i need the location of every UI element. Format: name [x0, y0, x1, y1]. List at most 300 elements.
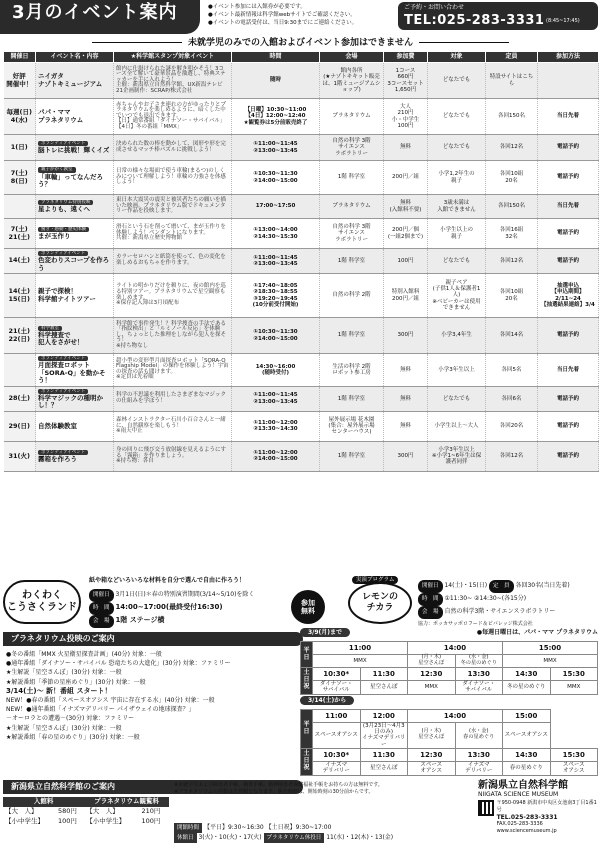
program-item: NEW！●春の番組「スペースオアシス 宇宙に存在する水」(40分) 対象：一般 [6, 697, 215, 705]
show-title: (3月23日～4月3日のみ) イナズマデリバリー [361, 722, 406, 748]
event-fee: 無料 [384, 386, 428, 411]
event-target: 親子ペア (子供1人＆保護者1人) ※ベビーカーは使用できません [428, 274, 486, 318]
show-title: ダイナソー・ サバイバル [313, 681, 361, 695]
event-place: 1階 科学室 [320, 318, 384, 354]
date-label: 開催日 [418, 580, 443, 593]
event-description: 赤ちゃんやお子さま連れの方がゆったりとプラネタリウムを楽しめるように、暗くした中でいつでも退出できます。 【日】通常番組「ダイナソー・サバイバル」 【4日】冬の番組「MMX」 [114, 99, 232, 135]
column-header: 対象 [428, 52, 486, 63]
event-tag: 親子かがく教室 [38, 167, 76, 172]
contact-box [398, 2, 598, 30]
crafting-date: 3月1日(日)＊春の特別演習期間(3/14~5/10)を除く [115, 591, 255, 598]
event-name: 自然体験教室 [38, 421, 77, 430]
event-name-cell [36, 249, 114, 274]
event-place: 館内各所 (★ナゾトキキット販売は、1階ミュージアムショップ) [320, 63, 384, 99]
event-tag: ボランティアイベント [38, 251, 88, 256]
event-name-cell [36, 411, 114, 441]
table-row [4, 318, 599, 354]
event-tag: 驚き・感動・歴史体験 [38, 227, 89, 232]
event-name: パパ・ママ プラネタリウム [38, 108, 84, 124]
event-fee: 特別入館料 200円／組 [384, 274, 428, 318]
crafting-details [89, 589, 254, 628]
event-name: 科学マジックの種明かし！？ [38, 393, 103, 410]
lemon-coop: 協力：ポッカサッポロフード＆ビバレッジ株式会社 [418, 621, 533, 627]
event-cap: 各回12名 [486, 441, 538, 471]
show-title: イナズマ デリバリー [313, 761, 361, 775]
column-header: ★科学館スタンプ対象イベント [114, 52, 232, 63]
event-target: 小学3年生以上 ※小学1~6年生は保護者同伴 [428, 441, 486, 471]
museum-logo-block [478, 780, 598, 835]
event-fee: 300円 [384, 318, 428, 354]
event-name: 科学捜査で 犯人をさがせ！ [38, 330, 84, 347]
event-date: 28(土) [4, 386, 36, 411]
event-description: カラーセロハンと紙筒を使って、色の変化を楽しめるおもちゃを作ります。 [114, 249, 232, 274]
event-time: ①10:30~11:30 ②14:00~15:00 [232, 318, 320, 354]
schedule-table-1 [300, 641, 598, 695]
show-time: 12:30 [408, 748, 456, 761]
event-fee: 無料 [384, 135, 428, 161]
event-cap: 各回6名 [486, 386, 538, 411]
show-title: 星空さんぽ [360, 681, 408, 695]
event-name-cell [36, 99, 114, 135]
column-header: 参加費 [384, 52, 428, 63]
events-table [3, 51, 599, 472]
event-method: 電話予約 [538, 135, 599, 161]
show-time: 11:00 [313, 709, 361, 722]
show-time: 11:30 [360, 668, 408, 681]
event-name: 月面探査ロボット 「SORA-Q」を動かそう！ [38, 361, 106, 385]
show-time: 14:00 [408, 709, 503, 722]
crafting-place: 1階 ステージ横 [115, 616, 165, 624]
fee-cell: 【大 人】 [5, 807, 38, 816]
show-time: 12:30 [408, 668, 456, 681]
table-row [4, 161, 599, 195]
event-target: 小学生以上～大人 [428, 411, 486, 441]
planetarium-schedule [300, 630, 598, 776]
program-item: ★解説番組「季節の星座めぐり」(30分) 対象：一般 [6, 678, 146, 686]
museum-url[interactable]: www.sciencemuseum.jp [496, 828, 557, 835]
event-description: 超小型の変形型月面探査ロボット「SORA-Q Flagship Model」の操作を体験しよう！宇宙の探査の話も聞けます。 ※定員は先着順 [114, 354, 232, 387]
schedule-note: ●毎週日曜日は、パパ・ママ プラネタリウム [476, 629, 598, 636]
event-name-cell [36, 135, 114, 161]
fee-cell: 580円 [58, 807, 77, 816]
museum-name-en: NIIGATA SCIENCE MUSEUM [478, 790, 559, 798]
event-time: ①11:00~11:45 ②13:00~13:45 [232, 249, 320, 274]
hours-value: 【平日】9:30~16:30 【土日祝】9:30~17:00 [203, 824, 332, 831]
program-item: ★生解説「星空さんぽ」(30分) 対象：一般 [6, 724, 122, 732]
table-row [4, 63, 599, 99]
event-name: 星よりも、遠くへ [38, 205, 90, 214]
event-date: 14(土) [4, 249, 36, 274]
program-item: －オーロラとの遭遇－(30分) 対象：ファミリー [6, 715, 135, 723]
event-fee: 無料 [384, 411, 428, 441]
event-description: 科学館で事件発生！？科学捜査の手法である「指紋検出」と「ルミノール反応」を体験し、ちょっとした推理をしながら犯人を探そう！ ※持ち物なし [114, 318, 232, 354]
crafting-land-promo [3, 578, 343, 628]
show-time: 14:30 [503, 668, 551, 681]
lemon-cap: 各回30名(当日先着) [515, 582, 570, 589]
note-line: ●イベント最新情報は科学館webサイトでご確認ください。 [208, 12, 356, 18]
header [0, 0, 601, 36]
event-method: 電話予約 [538, 219, 599, 249]
event-time: 14:30~16:00 (随時受付) [232, 354, 320, 387]
program-item: 3/14(土)～ 新！番組 スタート！ [6, 686, 112, 695]
contact-tel[interactable]: TEL:025-283-3331 [404, 13, 545, 28]
column-header: 定員 [486, 52, 538, 63]
show-time: 14:30 [503, 748, 551, 761]
event-description: 館内に仕掛けられた謎を解き明かそう！3コース全て解いて豪華景品を抽選し、特典ステッカーを手に入れよう！ 主催：新潟県立自然科学館、UX新潟テレビ21企画制作：SCRAP/株式会社 [114, 63, 232, 99]
event-place: 生活の科学 2階 ロボット参工房 [320, 354, 384, 387]
event-fee: 100円 [384, 249, 428, 274]
event-place: 1階 科学室 [320, 161, 384, 195]
free-badge: 参加 無料 [291, 590, 325, 624]
schedule-row [301, 761, 598, 775]
event-target: どなたでも [428, 386, 486, 411]
table-row [4, 441, 599, 471]
event-target: どなたでも [428, 99, 486, 135]
fee-cell: 【大 人】 [86, 807, 119, 816]
event-description: 滑石という石を削って磨いて、まが玉作りを体験しよう！ペンダントになります。 共催：新潟県立歴史博物館 [114, 219, 232, 249]
show-title: スペース オアシス [550, 761, 598, 775]
show-title: MMX [550, 681, 598, 695]
show-time: 15:30 [550, 668, 598, 681]
event-method: 電話予約 [538, 386, 599, 411]
fee-cell: 100円 [58, 817, 77, 826]
event-cap: 各回16組 32名 [486, 219, 538, 249]
event-time: 【日曜】10:30~11:00 【4日】12:00~12:40 ★観覧券は5分前販売終了 [232, 99, 320, 135]
schedule-row [301, 655, 598, 668]
event-method: 当日先着 [538, 195, 599, 219]
event-cap: 特設サイトはこちら [486, 63, 538, 99]
show-title: イナズマ デリバリー [455, 761, 503, 775]
show-title: MMX [408, 681, 456, 695]
show-time: 12:00 [360, 709, 408, 722]
event-time: ①11:00~12:00 ②14:00~15:00 [232, 441, 320, 471]
museum-name: 新潟県立自然科学館 [478, 780, 568, 791]
table-row [4, 354, 599, 387]
event-target: 小学1,2年生の 親子 [428, 161, 486, 195]
page-title: 3月のイベント案内 [12, 2, 178, 23]
title-banner [0, 0, 200, 34]
show-time: 15:00 [503, 642, 598, 655]
museum-fax: FAX.025-283-3336 [496, 821, 543, 828]
event-name-cell [36, 386, 114, 411]
event-cap: 各回10組 20名 [486, 274, 538, 318]
event-date: 毎週(日) 4(水) [4, 99, 36, 135]
show-title: スペースオアシス [503, 722, 551, 748]
event-place: 自然の科学 3階 サイエンス ラボラトリー [320, 135, 384, 161]
schedule-side-label: 土日祝 [301, 748, 313, 775]
planet-closed-label: プラネタリウム休投日 [264, 833, 325, 843]
schedule-row [301, 681, 598, 695]
event-cap: 各回150名 [486, 195, 538, 219]
lemon-promo [348, 578, 598, 628]
place-label: 会 場 [89, 615, 114, 628]
closed-label: 休館日 [174, 833, 197, 843]
schedule-row [301, 709, 598, 722]
contact-label: ご予約・お問い合わせ [404, 4, 465, 11]
lemon-date: 14(土)・15(日) [444, 582, 488, 589]
event-place: 1階 科学室 [320, 249, 384, 274]
show-title: 星空さんぽ [360, 761, 408, 775]
program-item: ●冬の番組「MMX 火星衛星探査計画」(40分) 対象：一般 [6, 651, 162, 658]
program-item: ●通年番組「ダイナソー・サバイバル 恐竜たちの大進化」(30分) 対象：ファミリー [6, 660, 231, 668]
event-time: ①11:00~12:00 ②13:30~14:30 [232, 411, 320, 441]
event-description: ライトの明かりだけを頼りに、夜の館内を巡る特別ツアー。プラネタリウムで星空観察も楽しめます。 ※保存記入簿は3月頃配布 [114, 274, 232, 318]
time-label: 時 間 [89, 602, 114, 615]
event-method: 電話予約 [538, 441, 599, 471]
event-cap: 各回20名 [486, 411, 538, 441]
show-time: 10:30* [313, 748, 361, 761]
event-method: 当日先着 [538, 99, 599, 135]
show-title: (水・金) 冬の星のめぐり [455, 655, 503, 668]
event-tag: ボランティアイベント [38, 450, 88, 455]
show-title: スペースオアシス [313, 722, 361, 748]
event-date: 29(日) [4, 411, 36, 441]
event-description: 日常の様々な場面で使う車輪(まるつ)のしくみについて理解しよう！車輪の力強さを体感しよう！ [114, 161, 232, 195]
event-time: 17:00~17:50 [232, 195, 320, 219]
museum-address: 〒950-0948 新潟市中央区女池南3丁目1番1号 [496, 800, 597, 814]
crafting-intro: 紙や箱などいろいろな材料を自分で選んで自由に作ろう！ [89, 577, 246, 584]
show-title: ダイナソー・ サバイバル [455, 681, 503, 695]
fee-cell: 【小中学生】 [86, 817, 126, 826]
show-title: スペース オアシス [408, 761, 456, 775]
event-name-cell [36, 195, 114, 219]
note-line: ●イベント参加には入館券が必要です。 [208, 4, 306, 10]
museum-tel: TEL.025-283-3331 [496, 814, 558, 822]
column-header: イベント名・内容 [36, 52, 114, 63]
show-time: 15:30 [550, 748, 598, 761]
event-description: 決められた数の棒を動かして、図形や形を完成させるマッチ棒パズルに挑戦しよう！ [114, 135, 232, 161]
event-name-cell [36, 354, 114, 387]
column-header: 時間 [232, 52, 320, 63]
event-date: 好評 開催中！ [4, 63, 36, 99]
event-description: 森林インストラクター石川小百合さんと一緒に、自然観察を楽しもう！ ※雨天中止 [114, 411, 232, 441]
show-time: 13:30 [455, 748, 503, 761]
event-target: 小学生以上の 親子 [428, 219, 486, 249]
program-item: NEW！●通年番組「イナズマデリバリー パイザウェイの地球探査？」 [6, 706, 195, 714]
event-fee: 200円／個 (一組2個まで) [384, 219, 428, 249]
show-time: 11:30 [360, 748, 408, 761]
column-header: 会場 [320, 52, 384, 63]
show-title: MMX [503, 655, 598, 668]
show-time: 11:00 [313, 642, 408, 655]
museum-info-title: 新潟県立自然科学館のご案内 [3, 780, 303, 794]
lemon-time: ①11:30~ ②14:30~(各15分) [444, 595, 527, 602]
planetarium-program-list [6, 650, 294, 742]
event-place: 自然の科学 3階 サイエンス ラボラトリー [320, 219, 384, 249]
event-name: 親子で探検！ 科学館ナイトツアー [38, 287, 96, 303]
event-name: 「車輪」ってなんだろう？ [38, 172, 103, 189]
event-tag: ボランティアイベント [38, 389, 88, 394]
event-date: 1(日) [4, 135, 36, 161]
hours-label: 開館時間 [174, 823, 202, 833]
event-time: ①13:00~14:00 ②14:30~15:30 [232, 219, 320, 249]
schedule-period-1: 3/9(月)まで [300, 628, 350, 637]
event-date: 14(土) 15(日) [4, 274, 36, 318]
event-cap: 各回5名 [486, 354, 538, 387]
show-time: 15:00 [503, 709, 551, 722]
schedule-header-2 [300, 698, 598, 709]
show-time: 14:00 [408, 642, 503, 655]
event-time: ①10:30~11:30 ②14:00~15:00 [232, 161, 320, 195]
lemon-place: 自然の科学3階・サイエンスラボラトリー [444, 608, 556, 615]
event-fee: 無料 [384, 354, 428, 387]
program-item: ★生解説「星空さんぽ」(30分) 対象：一般 [6, 669, 122, 677]
event-date: 21(土) 22(日) [4, 318, 36, 354]
event-place: 屋外展示場 花木園 (集合：屋外展示場 センターハウス) [320, 411, 384, 441]
event-name-cell [36, 161, 114, 195]
event-date [4, 354, 36, 387]
schedule-side-label: 土日祝 [301, 668, 313, 695]
event-method: 当日先着 [538, 354, 599, 387]
event-name-cell [36, 441, 114, 471]
event-time: ①11:00~11:45 ②13:00~13:45 [232, 386, 320, 411]
table-row [4, 219, 599, 249]
show-title: (月・木) 星空さんぽ [408, 655, 456, 668]
event-name: まが玉作り [38, 232, 71, 241]
event-time: ①17:40~18:05 ②18:30~18:55 ③19:20~19:45 (10分前受付開始) [232, 274, 320, 318]
event-time: 随時 [232, 63, 320, 99]
date-label: 開催日 [89, 589, 114, 602]
event-fee: 無料 (入館料不要) [384, 195, 428, 219]
event-cap: 各回10組 20名 [486, 161, 538, 195]
event-tag: プラネタリウム特別投映 [38, 200, 93, 205]
schedule-period-2: 3/14(土)から [300, 696, 354, 705]
schedule-side-label: 平日 [301, 709, 313, 748]
time-label: 時 間 [418, 593, 443, 606]
event-description: 身の回りに飛び交う放射線を見えるようにする「霧箱」を作りましょう。 ※持ち物：各自 [114, 441, 232, 471]
event-method: 電話予約 [538, 411, 599, 441]
event-method: 電話予約 [538, 161, 599, 195]
event-name: 霧箱を作ろう [38, 455, 77, 464]
event-place: プラネタリウム [320, 99, 384, 135]
event-method: 抽選申込 【申込期間】 2/11~24 【抽選結果連絡】3/4 [538, 274, 599, 318]
event-fee: 1コース 660円 3コースセット 1,650円 [384, 63, 428, 99]
event-target: どなたでも [428, 63, 486, 99]
schedule-side-label: 平日 [301, 642, 313, 668]
crafting-land-logo: わくわく こうさくランド [3, 580, 81, 624]
show-time: 10:30* [313, 668, 361, 681]
event-name: 脳トレに挑戦！輝くイズ [38, 146, 110, 155]
event-date: 7(土) 21(土) [4, 219, 36, 249]
demo-badge-label: 実演プログラム [352, 576, 398, 584]
event-cap: 各回150名 [486, 99, 538, 135]
fee-head-admission: 入館料 [3, 797, 84, 807]
event-target: 小学3年生以上 [428, 354, 486, 387]
event-place: 自然の科学 2階 [320, 274, 384, 318]
event-tag: ボランティアイベント [38, 356, 88, 361]
column-header: 開催日 [4, 52, 36, 63]
table-row [4, 411, 599, 441]
event-target: どなたでも [428, 249, 486, 274]
program-item: ★解説番組「春の星のめぐり」(30分) 対象：一般 [6, 733, 140, 741]
fee-note: ※プラネタリウムの券数は先着順となります。販売時刻は、開始時刻の30分前からです。 [174, 789, 374, 795]
cap-label: 定 員 [489, 580, 514, 593]
event-method [538, 63, 599, 99]
event-fee: 大人 210円 小・中学生 100円 [384, 99, 428, 135]
event-place: 1階 科学室 [320, 386, 384, 411]
schedule-row [301, 748, 598, 761]
show-title: 春の星めぐり [503, 761, 551, 775]
show-title: MMX [313, 655, 408, 668]
event-name-cell [36, 219, 114, 249]
header-notes [208, 3, 404, 27]
lemon-title: レモンの チカラ [348, 582, 412, 624]
show-title: (月・木) 星空さんぽ [408, 722, 456, 748]
event-method: 電話予約 [538, 249, 599, 274]
table-row [4, 195, 599, 219]
qr-code-icon[interactable] [478, 800, 494, 816]
event-place: プラネタリウム [320, 195, 384, 219]
event-fee: 200円／組 [384, 161, 428, 195]
event-description: 科学の不思議を利用したさまざまなマジックの仕組みを学ぼう！ [114, 386, 232, 411]
show-title: (水・金) 春の星めぐり [455, 722, 503, 748]
event-place: 1階 科学室 [320, 441, 384, 471]
table-row [4, 249, 599, 274]
event-target: どなたでも [428, 135, 486, 161]
fee-cell: 100円 [141, 817, 161, 826]
event-tag: 科学教室 [38, 326, 62, 331]
fee-cell: 210円 [141, 807, 161, 816]
column-header: 参加方法 [538, 52, 599, 63]
event-name-cell [36, 63, 114, 99]
event-cap: 各回12名 [486, 249, 538, 274]
schedule-header-1 [300, 630, 598, 641]
schedule-row [301, 642, 598, 655]
fee-note: ※未就学児および障害者手帳、療育手帳、精神障害者保健福祉手帳をお持ちの方は無料です。 [174, 782, 383, 788]
table-row [4, 99, 599, 135]
table-row [4, 274, 599, 318]
event-name-cell [36, 274, 114, 318]
lemon-details [418, 580, 598, 630]
table-row [4, 135, 599, 161]
event-target: 小学3,4年生 [428, 318, 486, 354]
event-cap: 各回14名 [486, 318, 538, 354]
contact-hours: (8:45~17:45) [546, 18, 580, 24]
event-time: ①11:00~11:45 ②13:00~13:45 [232, 135, 320, 161]
event-name: 色変わりスコープを作ろう [38, 256, 110, 272]
event-target: 3歳未満は 入館できません [428, 195, 486, 219]
schedule-table-2 [300, 709, 598, 776]
event-cap: 各回12名 [486, 135, 538, 161]
fee-table [3, 797, 169, 827]
schedule-row [301, 722, 598, 748]
table-row [4, 386, 599, 411]
event-date [4, 195, 36, 219]
warning-text: 未就学児のみでの入館およびイベント参加はできません [187, 38, 413, 48]
place-label: 会 場 [418, 606, 443, 619]
event-method: 電話予約 [538, 318, 599, 354]
event-name-cell [36, 318, 114, 354]
event-date: 31(火) [4, 441, 36, 471]
event-fee: 300円 [384, 441, 428, 471]
planetarium-title: プラネタリウム投映のご案内 [3, 632, 303, 646]
show-time: 13:30 [455, 668, 503, 681]
event-name: ニイガタ ナゾトキミュージアム [38, 72, 103, 88]
fee-cell: 【小中学生】 [5, 817, 44, 826]
show-title: 冬の星のめぐり [503, 681, 551, 695]
note-line: ●イベントの電話受付は、当日9:30までにご連絡ください。 [208, 20, 358, 26]
fee-head-planetarium: プラネタリウム観覧料 [84, 797, 169, 807]
event-tag: ボランティアイベント [38, 141, 88, 146]
crafting-time: 14:00~17:00(最終受付16:30) [115, 603, 223, 611]
opening-hours [174, 823, 478, 843]
closed-value: 3(火)・10(火)・17(火) [198, 834, 262, 841]
event-description: 東日本大震災の震災と被災者たちの願いを描いた映画。プラネタリウム版でドキュメンタリー作品を投映します。 [114, 195, 232, 219]
fee-notes [174, 782, 478, 796]
event-date: 7(土) 8(日) [4, 161, 36, 195]
warning-banner [0, 38, 601, 48]
planet-closed-value: 11(水)・12(木)・13(金) [326, 834, 394, 841]
